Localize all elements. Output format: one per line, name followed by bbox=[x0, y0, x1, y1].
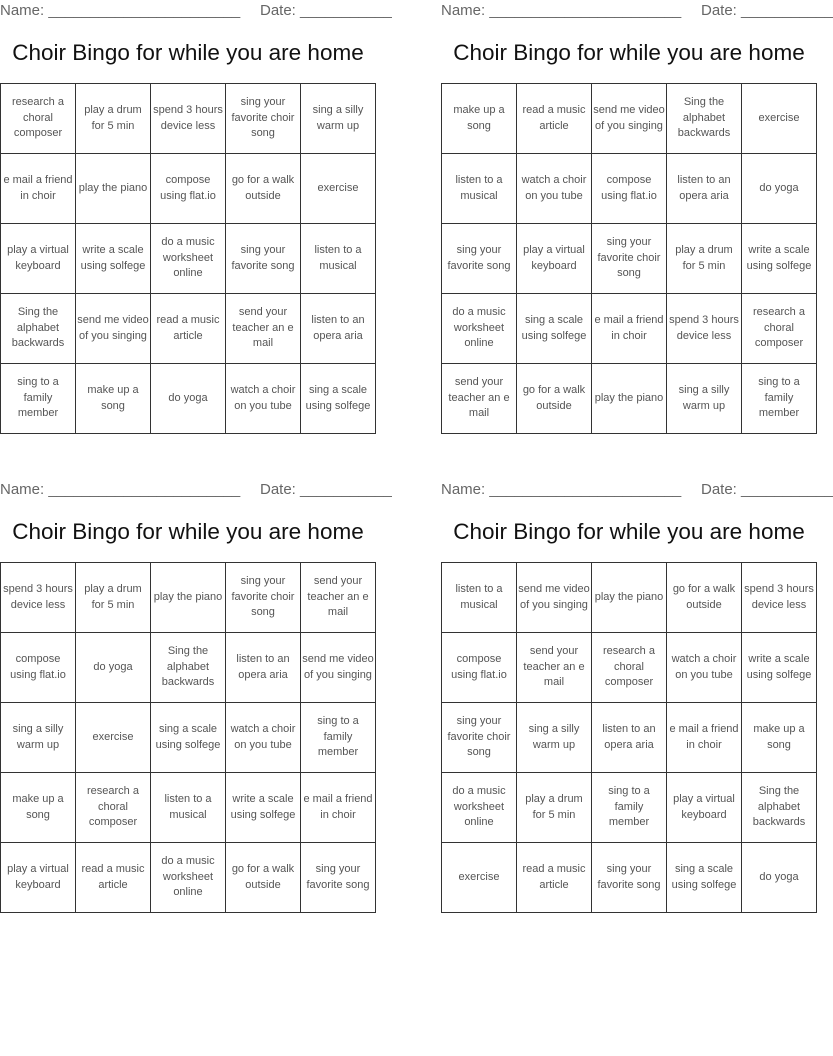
bingo-cell: sing a silly warm up bbox=[667, 364, 742, 434]
bingo-row bbox=[442, 703, 817, 773]
bingo-cell: research a choral composer bbox=[1, 84, 76, 154]
bingo-cell: Sing the alphabet backwards bbox=[667, 84, 742, 154]
bingo-cell: compose using flat.io bbox=[1, 633, 76, 703]
bingo-cell: write a scale using solfege bbox=[226, 773, 301, 843]
bingo-cell: send me video of you singing bbox=[517, 563, 592, 633]
bingo-cell: sing a silly warm up bbox=[301, 84, 376, 154]
bingo-cell: play the piano bbox=[76, 154, 151, 224]
card-header bbox=[0, 481, 392, 499]
bingo-row bbox=[442, 773, 817, 843]
bingo-grid bbox=[441, 83, 817, 434]
bingo-cell: go for a walk outside bbox=[226, 843, 301, 913]
bingo-cell: exercise bbox=[76, 703, 151, 773]
bingo-cell: sing a scale using solfege bbox=[517, 294, 592, 364]
bingo-cell: make up a song bbox=[1, 773, 76, 843]
bingo-cell: send me video of you singing bbox=[592, 84, 667, 154]
bingo-row bbox=[442, 154, 817, 224]
bingo-cell: play a drum for 5 min bbox=[76, 563, 151, 633]
bingo-cell: research a choral composer bbox=[592, 633, 667, 703]
bingo-row bbox=[442, 294, 817, 364]
bingo-cell: e mail a friend in choir bbox=[301, 773, 376, 843]
bingo-cell: e mail a friend in choir bbox=[667, 703, 742, 773]
bingo-row bbox=[442, 563, 817, 633]
card-header bbox=[0, 2, 392, 20]
bingo-cell: spend 3 hours device less bbox=[151, 84, 226, 154]
bingo-cell: spend 3 hours device less bbox=[667, 294, 742, 364]
bingo-cell: do a music worksheet online bbox=[151, 224, 226, 294]
bingo-cell: read a music article bbox=[517, 84, 592, 154]
bingo-cell: go for a walk outside bbox=[667, 563, 742, 633]
bingo-cell: sing to a family member bbox=[742, 364, 817, 434]
bingo-cell: listen to an opera aria bbox=[226, 633, 301, 703]
bingo-cell: sing a silly warm up bbox=[1, 703, 76, 773]
bingo-cell: sing to a family member bbox=[301, 703, 376, 773]
bingo-cell: do a music worksheet online bbox=[442, 294, 517, 364]
bingo-cell: play a virtual keyboard bbox=[667, 773, 742, 843]
bingo-cell: play a drum for 5 min bbox=[667, 224, 742, 294]
bingo-cell: send your teacher an e mail bbox=[301, 563, 376, 633]
bingo-grid bbox=[0, 83, 376, 434]
bingo-cell: read a music article bbox=[76, 843, 151, 913]
card-header bbox=[441, 481, 833, 499]
bingo-cell: do a music worksheet online bbox=[442, 773, 517, 843]
bingo-cell: go for a walk outside bbox=[226, 154, 301, 224]
bingo-grid bbox=[0, 562, 376, 913]
bingo-cell: send me video of you singing bbox=[76, 294, 151, 364]
bingo-row bbox=[442, 224, 817, 294]
bingo-cell: send your teacher an e mail bbox=[517, 633, 592, 703]
bingo-cell: spend 3 hours device less bbox=[742, 563, 817, 633]
bingo-cell: watch a choir on you tube bbox=[226, 703, 301, 773]
card-title: Choir Bingo for while you are home bbox=[453, 519, 805, 544]
bingo-cell: play a drum for 5 min bbox=[517, 773, 592, 843]
bingo-cell: play the piano bbox=[151, 563, 226, 633]
bingo-cell: exercise bbox=[301, 154, 376, 224]
bingo-cell: play a virtual keyboard bbox=[517, 224, 592, 294]
bingo-cell: play a virtual keyboard bbox=[1, 224, 76, 294]
bingo-cell: watch a choir on you tube bbox=[667, 633, 742, 703]
bingo-cell: write a scale using solfege bbox=[742, 633, 817, 703]
bingo-cell: compose using flat.io bbox=[592, 154, 667, 224]
bingo-cell: research a choral composer bbox=[742, 294, 817, 364]
bingo-cell: sing to a family member bbox=[1, 364, 76, 434]
bingo-cell: listen to an opera aria bbox=[592, 703, 667, 773]
bingo-cell: do yoga bbox=[76, 633, 151, 703]
bingo-cell: sing a silly warm up bbox=[517, 703, 592, 773]
bingo-cell: sing your favorite choir song bbox=[226, 563, 301, 633]
bingo-cell: research a choral composer bbox=[76, 773, 151, 843]
bingo-cell: sing a scale using solfege bbox=[667, 843, 742, 913]
bingo-cell: write a scale using solfege bbox=[742, 224, 817, 294]
bingo-row bbox=[1, 84, 376, 154]
date-field-label: Date: ___________ bbox=[260, 481, 392, 498]
name-field-label: Name: _______________________ bbox=[0, 481, 241, 498]
bingo-cell: write a scale using solfege bbox=[76, 224, 151, 294]
bingo-row bbox=[1, 773, 376, 843]
bingo-row bbox=[1, 843, 376, 913]
bingo-row bbox=[1, 154, 376, 224]
bingo-cell: do a music worksheet online bbox=[151, 843, 226, 913]
bingo-cell: sing to a family member bbox=[592, 773, 667, 843]
bingo-row bbox=[442, 843, 817, 913]
date-field-label: Date: ___________ bbox=[701, 481, 833, 498]
bingo-cell: play a drum for 5 min bbox=[76, 84, 151, 154]
card-title: Choir Bingo for while you are home bbox=[12, 519, 364, 544]
bingo-cell: sing your favorite choir song bbox=[226, 84, 301, 154]
bingo-cell: play the piano bbox=[592, 364, 667, 434]
bingo-cell: Sing the alphabet backwards bbox=[742, 773, 817, 843]
bingo-cell: listen to a musical bbox=[442, 154, 517, 224]
bingo-cell: listen to an opera aria bbox=[667, 154, 742, 224]
bingo-cell: compose using flat.io bbox=[442, 633, 517, 703]
date-field-label: Date: ___________ bbox=[701, 2, 833, 19]
bingo-grid bbox=[441, 562, 817, 913]
bingo-cell: e mail a friend in choir bbox=[592, 294, 667, 364]
bingo-cell: do yoga bbox=[151, 364, 226, 434]
bingo-cell: spend 3 hours device less bbox=[1, 563, 76, 633]
name-field-label: Name: _______________________ bbox=[441, 2, 682, 19]
bingo-row bbox=[1, 294, 376, 364]
bingo-row bbox=[442, 84, 817, 154]
bingo-row bbox=[442, 364, 817, 434]
bingo-card-4 bbox=[441, 479, 833, 919]
bingo-cell: send your teacher an e mail bbox=[442, 364, 517, 434]
bingo-cell: sing your favorite choir song bbox=[592, 224, 667, 294]
bingo-cell: go for a walk outside bbox=[517, 364, 592, 434]
bingo-cell: make up a song bbox=[76, 364, 151, 434]
bingo-cell: exercise bbox=[442, 843, 517, 913]
bingo-cell: read a music article bbox=[151, 294, 226, 364]
bingo-row bbox=[1, 364, 376, 434]
bingo-row bbox=[1, 703, 376, 773]
bingo-cell: sing a scale using solfege bbox=[301, 364, 376, 434]
name-field-label: Name: _______________________ bbox=[441, 481, 682, 498]
bingo-cell: e mail a friend in choir bbox=[1, 154, 76, 224]
bingo-cell: exercise bbox=[742, 84, 817, 154]
bingo-cell: send me video of you singing bbox=[301, 633, 376, 703]
bingo-cell: listen to a musical bbox=[301, 224, 376, 294]
bingo-cell: sing your favorite song bbox=[592, 843, 667, 913]
bingo-cell: sing your favorite song bbox=[226, 224, 301, 294]
name-field-label: Name: _______________________ bbox=[0, 2, 241, 19]
card-header bbox=[441, 2, 833, 20]
bingo-cell: sing a scale using solfege bbox=[151, 703, 226, 773]
bingo-cell: listen to an opera aria bbox=[301, 294, 376, 364]
bingo-card-2 bbox=[441, 0, 833, 440]
bingo-cell: Sing the alphabet backwards bbox=[151, 633, 226, 703]
bingo-row bbox=[1, 224, 376, 294]
bingo-cell: play the piano bbox=[592, 563, 667, 633]
bingo-cell: listen to a musical bbox=[151, 773, 226, 843]
bingo-card-3 bbox=[0, 479, 392, 919]
bingo-cell: sing your favorite song bbox=[442, 224, 517, 294]
card-title: Choir Bingo for while you are home bbox=[453, 40, 805, 65]
bingo-cell: send your teacher an e mail bbox=[226, 294, 301, 364]
bingo-cell: sing your favorite choir song bbox=[442, 703, 517, 773]
bingo-row bbox=[1, 563, 376, 633]
bingo-cell: sing your favorite song bbox=[301, 843, 376, 913]
bingo-cell: do yoga bbox=[742, 843, 817, 913]
bingo-cell: do yoga bbox=[742, 154, 817, 224]
bingo-cell: listen to a musical bbox=[442, 563, 517, 633]
bingo-cell: make up a song bbox=[442, 84, 517, 154]
date-field-label: Date: ___________ bbox=[260, 2, 392, 19]
bingo-row bbox=[1, 633, 376, 703]
bingo-card-1 bbox=[0, 0, 392, 440]
bingo-cell: read a music article bbox=[517, 843, 592, 913]
bingo-cell: compose using flat.io bbox=[151, 154, 226, 224]
bingo-row bbox=[442, 633, 817, 703]
card-title: Choir Bingo for while you are home bbox=[12, 40, 364, 65]
bingo-cell: Sing the alphabet backwards bbox=[1, 294, 76, 364]
bingo-cell: make up a song bbox=[742, 703, 817, 773]
bingo-cell: play a virtual keyboard bbox=[1, 843, 76, 913]
bingo-cell: watch a choir on you tube bbox=[517, 154, 592, 224]
bingo-cell: watch a choir on you tube bbox=[226, 364, 301, 434]
